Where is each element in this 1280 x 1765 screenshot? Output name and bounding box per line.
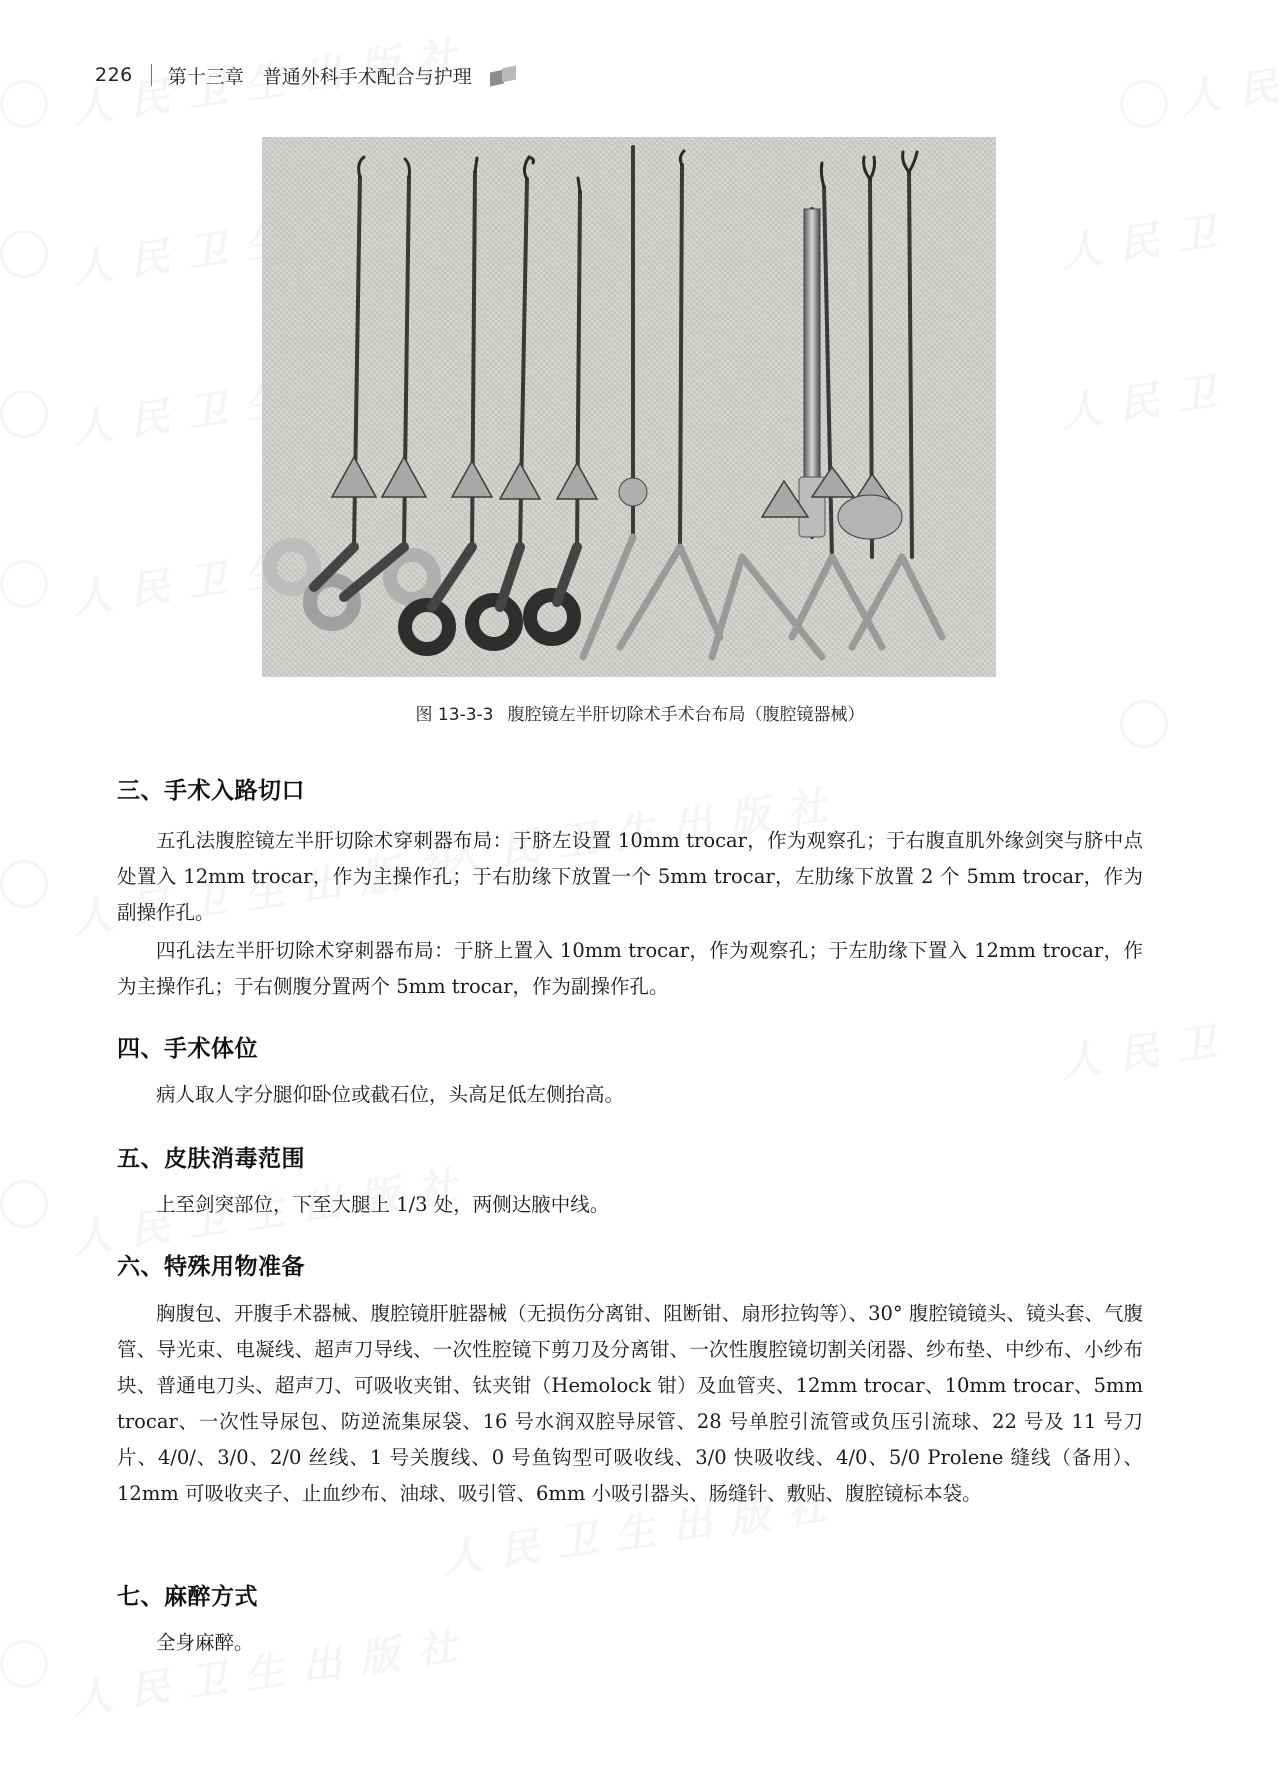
body-paragraph: 上至剑突部位，下至大腿上 1/3 处，两侧达腋中线。 [156, 1193, 610, 1216]
watermark [1057, 358, 1237, 439]
body-paragraph: 胸腹包、开腹手术器械、腹腔镜肝脏器械（无损伤分离钳、阻断钳、扇形拉钩等）、30° 腹腔镜镜头、镜头套、气腹管、导光束、电凝线、超声刀导线、一次性腔镜下剪刀及分离钳、一次性腹腔镜切割关闭器、纱布垫、中纱布、小纱布块、普通电刀头、超声刀、可吸收夹钳、钛夹钳（Hemolock 钳）及血管夹、12mm trocar、10mm trocar、5mm trocar、一次性导尿包、防逆流集尿袋、16 号水润双腔导尿管、28 号单腔引流管或负压引流球、22 号及 11 号刀片、4/0/、3/0、2/0 丝线、1 号关腹线、0 号鱼钩型可吸收线、3/0 快吸收线、4/0、5/0 Prolene 缝线（备用）、12mm 可吸收夹子、止血纱布、油球、吸引管、6mm 小吸引器头、肠缝针、敷贴、腹腔镜标本袋。 [117, 1302, 1143, 1505]
running-head [95, 58, 520, 92]
watermark [1057, 198, 1237, 279]
body-paragraph: 四孔法左半肝切除术穿刺器布局：于脐上置入 10mm trocar，作为观察孔；于左肋缘下置入 12mm trocar，作为主操作孔；于右侧腹分置两个 5mm trocar，作为副操作孔。 [117, 939, 1143, 998]
body-paragraph: 病人取人字分腿仰卧位或截石位，头高足低左侧抬高。 [156, 1083, 625, 1106]
header-divider [151, 64, 152, 86]
body-paragraph: 五孔法腹腔镜左半肝切除术穿刺器布局：于脐左设置 10mm trocar，作为观察孔；于右腹直肌外缘剑突与脐中点处置入 12mm trocar，作为主操作孔；于右肋缘下放置一个 5mm trocar，左肋缘下放置 2 个 5mm trocar，作为副操作孔。 [117, 829, 1143, 924]
section-heading: 四、手术体位 [117, 1036, 258, 1062]
section-heading: 五、皮肤消毒范围 [117, 1146, 305, 1172]
section-heading: 六、特殊用物准备 [117, 1254, 305, 1280]
chapter-title: 第十三章 普通外科手术配合与护理 [167, 65, 472, 88]
page-number: 226 [95, 64, 133, 86]
watermark [1177, 52, 1280, 125]
figure-caption [0, 700, 1280, 725]
section-heading: 三、手术入路切口 [117, 778, 305, 804]
figure-number: 图 13-3-3 [415, 705, 494, 725]
figure-caption-text: 腹腔镜左半肝切除术手术台布局（腹腔镜器械） [507, 705, 865, 725]
instrument-photo [262, 137, 996, 677]
laparoscopic-instruments-illustration [262, 137, 996, 677]
body-paragraph: 全身麻醉。 [156, 1631, 254, 1654]
section-heading: 七、麻醉方式 [117, 1584, 258, 1610]
cubes-ornament-icon [490, 63, 520, 87]
